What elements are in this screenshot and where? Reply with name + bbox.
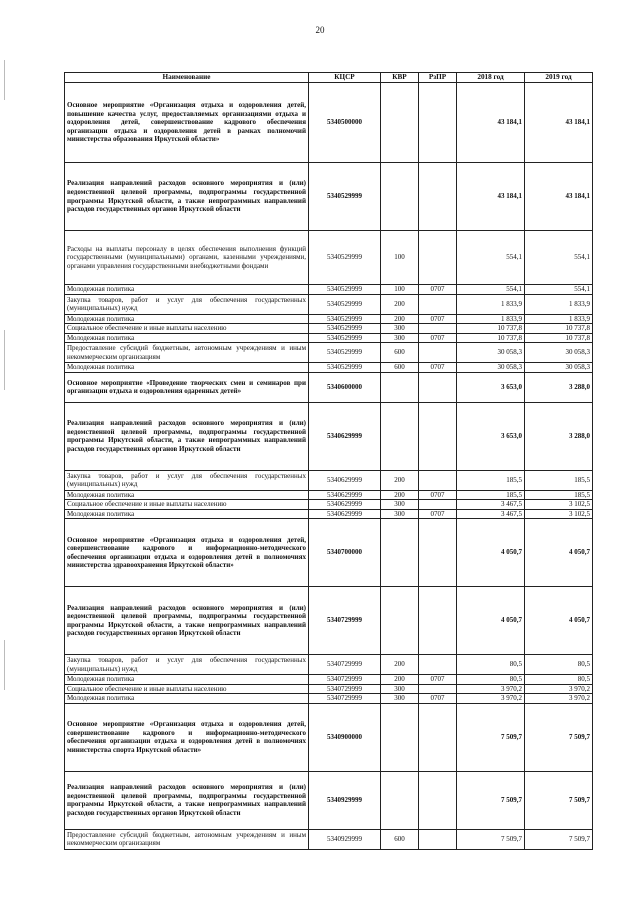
table-row [65, 509, 593, 519]
cell-kvr [381, 703, 419, 771]
cell-name: Основное мероприятие «Проведение творческих смен и семинаров при организации отдыха и оздоровления одаренных детей» [65, 372, 309, 402]
table-row [65, 231, 593, 285]
cell-rzpr [419, 83, 457, 163]
cell-name: Предоставление субсидий бюджетным, автономным учреждениям и иным некоммерческим организациям [65, 829, 309, 849]
cell-2018: 3 653,0 [457, 372, 525, 402]
cell-kvr: 300 [381, 324, 419, 334]
header-kvr: КВР [381, 73, 419, 83]
cell-2019: 554,1 [525, 285, 593, 295]
table-row [65, 587, 593, 655]
cell-rzpr: 0707 [419, 490, 457, 500]
cell-2019: 7 509,7 [525, 703, 593, 771]
cell-kvr [381, 587, 419, 655]
cell-2019: 3 970,2 [525, 694, 593, 704]
cell-rzpr [419, 294, 457, 314]
cell-kcsr: 5340729999 [309, 587, 381, 655]
cell-kvr [381, 771, 419, 829]
cell-rzpr [419, 684, 457, 694]
cell-kvr: 600 [381, 829, 419, 849]
cell-2019: 1 833,9 [525, 294, 593, 314]
cell-name: Молодежная политика [65, 363, 309, 373]
cell-2018: 30 058,3 [457, 343, 525, 363]
cell-name: Молодежная политика [65, 675, 309, 685]
cell-2018: 10 737,8 [457, 324, 525, 334]
cell-name: Молодежная политика [65, 285, 309, 295]
header-kcsr: КЦСР [309, 73, 381, 83]
cell-name: Социальное обеспечение и иные выплаты населению [65, 684, 309, 694]
cell-2018: 185,5 [457, 470, 525, 490]
table-header-row [65, 73, 593, 83]
cell-name: Реализация направлений расходов основного мероприятия и (или) ведомственной целевой программы, подпрограммы государственной программы Иркутской области, а также непрограммных направлений расходов государственных органов Иркутской области [65, 163, 309, 231]
table-row [65, 402, 593, 470]
cell-2018: 7 509,7 [457, 829, 525, 849]
cell-kcsr: 5340629999 [309, 500, 381, 510]
cell-2019: 4 050,7 [525, 587, 593, 655]
margin-mark [4, 60, 5, 100]
cell-2019: 10 737,8 [525, 324, 593, 334]
cell-kcsr: 5340629999 [309, 402, 381, 470]
cell-name: Закупка товаров, работ и услуг для обеспечения государственных (муниципальных) нужд [65, 470, 309, 490]
cell-rzpr [419, 703, 457, 771]
cell-kvr: 200 [381, 294, 419, 314]
cell-2019: 7 509,7 [525, 829, 593, 849]
cell-2019: 3 102,5 [525, 509, 593, 519]
table-row [65, 684, 593, 694]
cell-2018: 43 184,1 [457, 83, 525, 163]
cell-2018: 4 050,7 [457, 587, 525, 655]
header-2018: 2018 год [457, 73, 525, 83]
cell-kcsr: 5340500000 [309, 83, 381, 163]
cell-name: Основное мероприятие «Организация отдыха и оздоровления детей, совершенствование кадрового и информационно-методического обеспечения организации отдыха и оздоровления детей в полномочиях министерства спорта Иркутской области» [65, 703, 309, 771]
cell-name: Основное мероприятие «Организация отдыха и оздоровления детей, совершенствование кадрового и информационно-методического обеспечения организации отдыха и оздоровления детей в полномочиях министерства здравоохранения Иркутской области» [65, 519, 309, 587]
cell-rzpr: 0707 [419, 363, 457, 373]
cell-rzpr [419, 771, 457, 829]
cell-2018: 3 467,5 [457, 500, 525, 510]
table-row [65, 829, 593, 849]
cell-2019: 185,5 [525, 490, 593, 500]
table-row [65, 333, 593, 343]
cell-2019: 1 833,9 [525, 314, 593, 324]
cell-2019: 3 288,0 [525, 402, 593, 470]
cell-kvr: 600 [381, 363, 419, 373]
cell-2018: 30 058,3 [457, 363, 525, 373]
table-row [65, 490, 593, 500]
cell-2019: 30 058,3 [525, 343, 593, 363]
table-row [65, 470, 593, 490]
cell-kvr [381, 372, 419, 402]
cell-rzpr: 0707 [419, 333, 457, 343]
cell-rzpr [419, 829, 457, 849]
cell-2018: 10 737,8 [457, 333, 525, 343]
cell-kcsr: 5340529999 [309, 324, 381, 334]
cell-kcsr: 5340529999 [309, 231, 381, 285]
cell-2018: 1 833,9 [457, 294, 525, 314]
table-row [65, 324, 593, 334]
cell-kvr: 300 [381, 333, 419, 343]
cell-kcsr: 5340629999 [309, 509, 381, 519]
cell-name: Молодежная политика [65, 490, 309, 500]
cell-kvr: 200 [381, 490, 419, 500]
cell-2018: 1 833,9 [457, 314, 525, 324]
cell-kcsr: 5340529999 [309, 285, 381, 295]
table-row [65, 655, 593, 675]
cell-2019: 80,5 [525, 655, 593, 675]
cell-kcsr: 5340529999 [309, 163, 381, 231]
cell-rzpr [419, 470, 457, 490]
cell-rzpr: 0707 [419, 509, 457, 519]
cell-name: Реализация направлений расходов основного мероприятия и (или) ведомственной целевой программы, подпрограммы государственной программы Иркутской области, а также непрограммных направлений расходов государственных органов Иркутской области [65, 771, 309, 829]
cell-2019: 554,1 [525, 231, 593, 285]
cell-rzpr [419, 372, 457, 402]
table-row [65, 771, 593, 829]
cell-rzpr: 0707 [419, 675, 457, 685]
cell-name: Молодежная политика [65, 333, 309, 343]
cell-kcsr: 5340929999 [309, 771, 381, 829]
table-row [65, 285, 593, 295]
table-row [65, 675, 593, 685]
cell-rzpr: 0707 [419, 314, 457, 324]
cell-rzpr [419, 231, 457, 285]
table-row [65, 343, 593, 363]
table-row [65, 163, 593, 231]
cell-name: Молодежная политика [65, 314, 309, 324]
cell-kvr: 300 [381, 684, 419, 694]
cell-rzpr [419, 402, 457, 470]
cell-rzpr: 0707 [419, 285, 457, 295]
cell-kcsr: 5340729999 [309, 675, 381, 685]
cell-kvr: 300 [381, 694, 419, 704]
cell-kcsr: 5340729999 [309, 655, 381, 675]
table-row [65, 703, 593, 771]
cell-2019: 3 102,5 [525, 500, 593, 510]
cell-kcsr: 5340629999 [309, 470, 381, 490]
cell-2019: 30 058,3 [525, 363, 593, 373]
cell-kvr: 100 [381, 231, 419, 285]
cell-kvr: 300 [381, 500, 419, 510]
margin-mark [4, 640, 5, 690]
cell-kvr: 100 [381, 285, 419, 295]
cell-2019: 43 184,1 [525, 83, 593, 163]
cell-2019: 3 970,2 [525, 684, 593, 694]
cell-2018: 3 653,0 [457, 402, 525, 470]
cell-kcsr: 5340629999 [309, 490, 381, 500]
cell-kcsr: 5340729999 [309, 694, 381, 704]
table-row [65, 83, 593, 163]
cell-2018: 3 467,5 [457, 509, 525, 519]
cell-name: Предоставление субсидий бюджетным, автономным учреждениям и иным некоммерческим организациям [65, 343, 309, 363]
cell-kcsr: 5340600000 [309, 372, 381, 402]
cell-2018: 7 509,7 [457, 703, 525, 771]
cell-2018: 7 509,7 [457, 771, 525, 829]
table-row [65, 314, 593, 324]
table-row [65, 363, 593, 373]
cell-rzpr [419, 655, 457, 675]
cell-kvr [381, 83, 419, 163]
cell-rzpr [419, 587, 457, 655]
cell-2019: 4 050,7 [525, 519, 593, 587]
cell-kvr [381, 163, 419, 231]
cell-2018: 185,5 [457, 490, 525, 500]
header-rzpr: РзПР [419, 73, 457, 83]
cell-2018: 4 050,7 [457, 519, 525, 587]
cell-name: Социальное обеспечение и иные выплаты населению [65, 324, 309, 334]
cell-2019: 7 509,7 [525, 771, 593, 829]
cell-name: Закупка товаров, работ и услуг для обеспечения государственных (муниципальных) нужд [65, 294, 309, 314]
cell-kcsr: 5340529999 [309, 343, 381, 363]
cell-2018: 3 970,2 [457, 694, 525, 704]
cell-kvr [381, 519, 419, 587]
cell-kvr: 200 [381, 470, 419, 490]
cell-name: Молодежная политика [65, 694, 309, 704]
cell-2018: 80,5 [457, 655, 525, 675]
margin-mark [4, 330, 5, 390]
cell-kcsr: 5340529999 [309, 363, 381, 373]
cell-2018: 43 184,1 [457, 163, 525, 231]
cell-kvr: 200 [381, 314, 419, 324]
cell-kcsr: 5340929999 [309, 829, 381, 849]
table-row [65, 372, 593, 402]
cell-kvr [381, 402, 419, 470]
cell-2019: 10 737,8 [525, 333, 593, 343]
cell-rzpr [419, 163, 457, 231]
cell-2019: 3 288,0 [525, 372, 593, 402]
cell-name: Реализация направлений расходов основного мероприятия и (или) ведомственной целевой программы, подпрограммы государственной программы Иркутской области, а также непрограммных направлений расходов государственных органов Иркутской области [65, 587, 309, 655]
cell-kvr: 200 [381, 655, 419, 675]
budget-table [64, 72, 593, 850]
cell-rzpr [419, 519, 457, 587]
cell-2019: 80,5 [525, 675, 593, 685]
cell-2019: 43 184,1 [525, 163, 593, 231]
cell-name: Расходы на выплаты персоналу в целях обеспечения выполнения функций государственными (муниципальными) органами, казенными учреждениями, органами управления государственными внебюджетными фондами [65, 231, 309, 285]
cell-name: Социальное обеспечение и иные выплаты населению [65, 500, 309, 510]
cell-name: Закупка товаров, работ и услуг для обеспечения государственных (муниципальных) нужд [65, 655, 309, 675]
cell-2018: 3 970,2 [457, 684, 525, 694]
table-row [65, 294, 593, 314]
cell-kcsr: 5340529999 [309, 333, 381, 343]
cell-kcsr: 5340700000 [309, 519, 381, 587]
cell-2018: 554,1 [457, 231, 525, 285]
cell-kcsr: 5340529999 [309, 294, 381, 314]
cell-name: Основное мероприятие «Организация отдыха и оздоровления детей, повышение качества услуг, предоставляемых организациями отдыха и оздоровления детей, совершенствование кадрового обеспечения организации отдыха и оздоровления детей в рамках полномочий министерства образования Иркутской области» [65, 83, 309, 163]
table-row [65, 694, 593, 704]
table-row [65, 500, 593, 510]
header-name: Наименование [65, 73, 309, 83]
cell-kcsr: 5340729999 [309, 684, 381, 694]
cell-rzpr [419, 324, 457, 334]
cell-2018: 80,5 [457, 675, 525, 685]
page-number: 20 [315, 25, 325, 35]
cell-rzpr [419, 500, 457, 510]
cell-name: Реализация направлений расходов основного мероприятия и (или) ведомственной целевой программы, подпрограммы государственной программы Иркутской области, а также непрограммных направлений расходов государственных органов Иркутской области [65, 402, 309, 470]
cell-name: Молодежная политика [65, 509, 309, 519]
cell-kvr: 600 [381, 343, 419, 363]
cell-kvr: 300 [381, 509, 419, 519]
header-2019: 2019 год [525, 73, 593, 83]
cell-rzpr: 0707 [419, 694, 457, 704]
cell-kvr: 200 [381, 675, 419, 685]
cell-2018: 554,1 [457, 285, 525, 295]
table-row [65, 519, 593, 587]
cell-kcsr: 5340529999 [309, 314, 381, 324]
cell-2019: 185,5 [525, 470, 593, 490]
cell-rzpr [419, 343, 457, 363]
cell-kcsr: 5340900000 [309, 703, 381, 771]
